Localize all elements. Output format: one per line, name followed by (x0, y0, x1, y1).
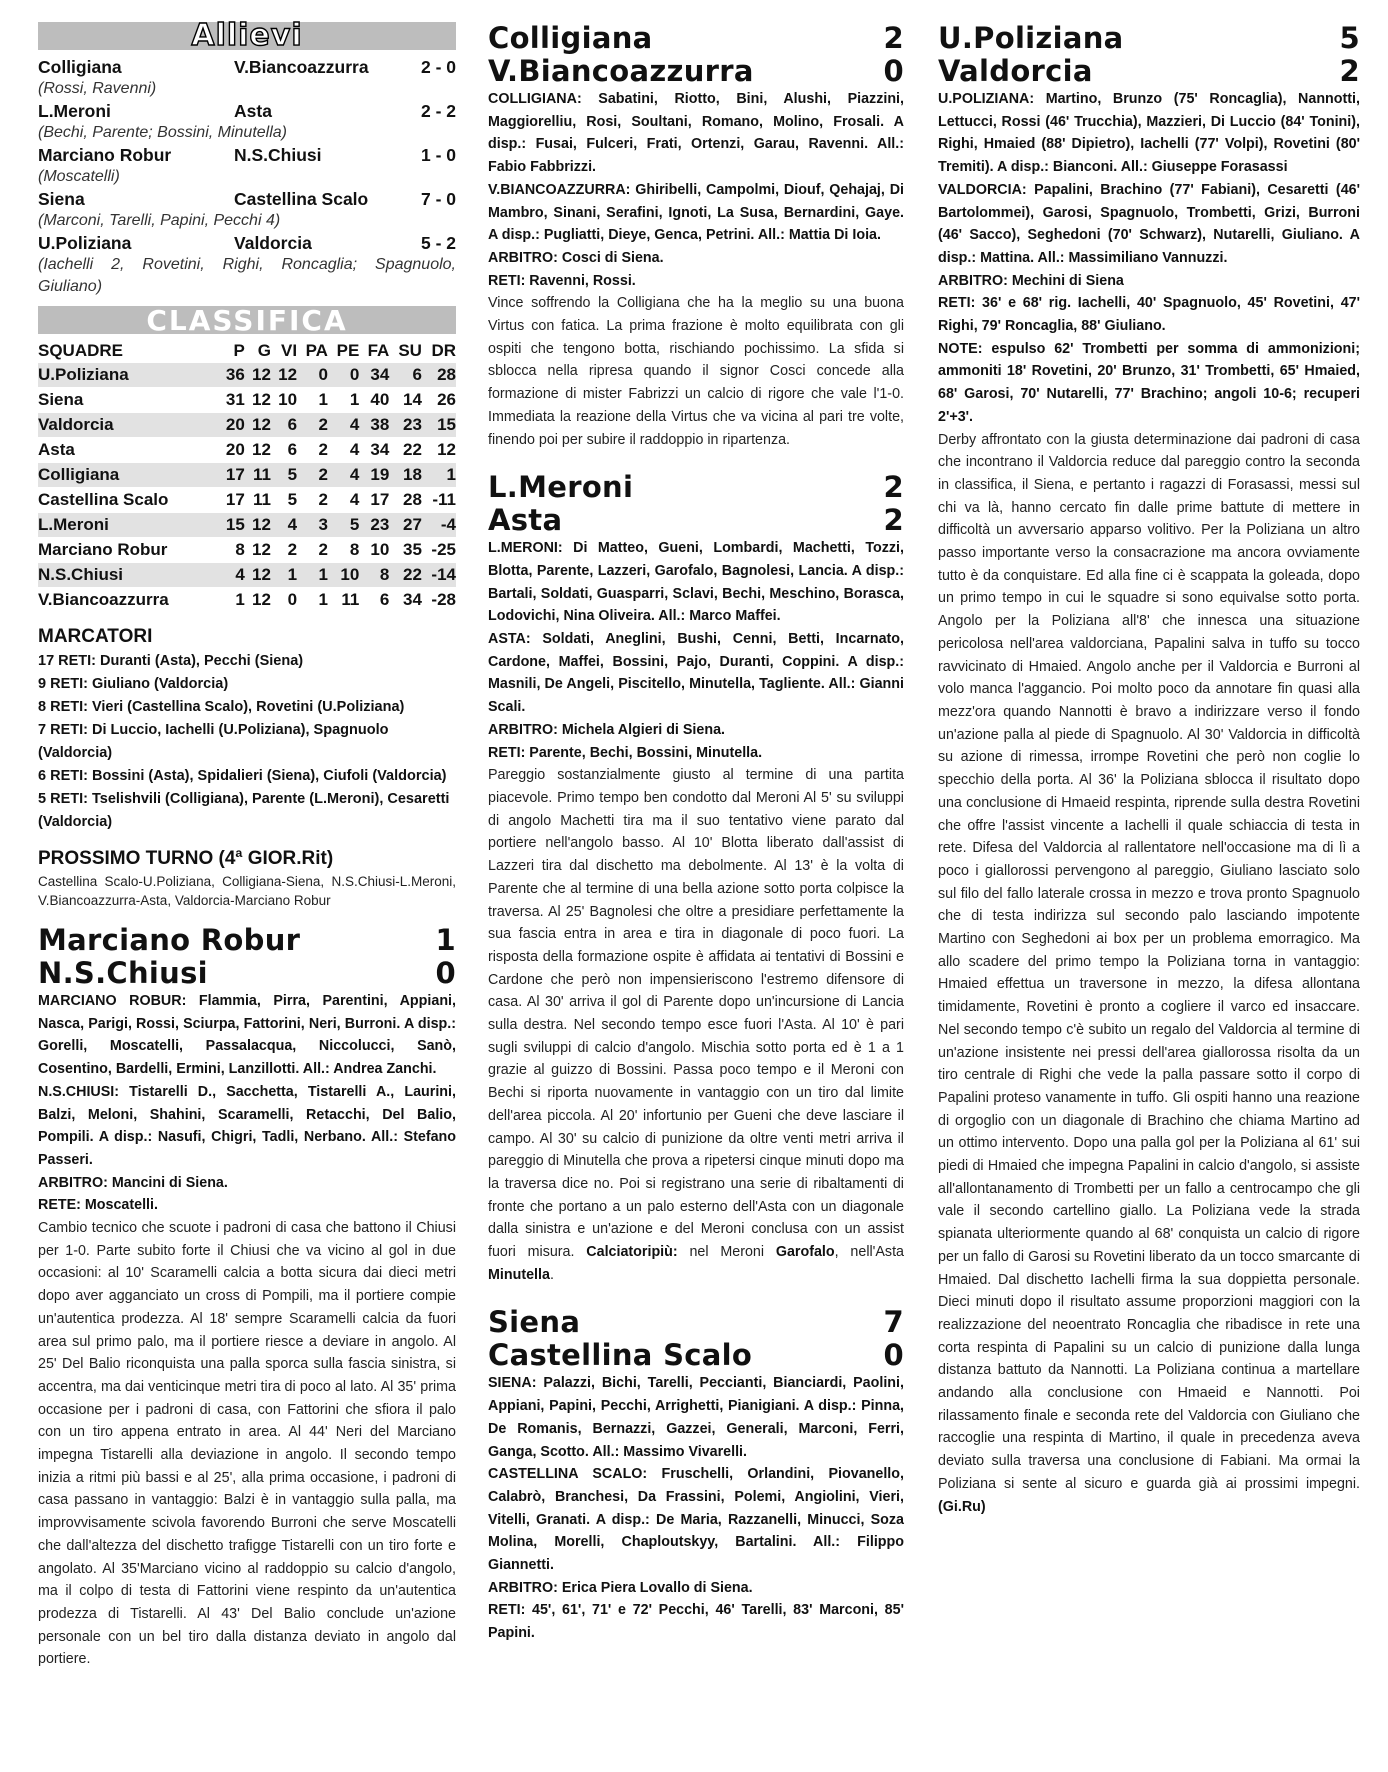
column-middle (488, 22, 904, 1645)
match-header-home (488, 471, 904, 504)
team-name: Asta (488, 503, 563, 538)
standings-cell: 1 (297, 588, 328, 613)
team-name: U.Poliziana (938, 21, 1124, 55)
standings-col-header: PA (305, 341, 328, 360)
team-name: L.Meroni (488, 470, 634, 505)
result-row (38, 232, 456, 254)
result-row (38, 56, 456, 78)
standings-team: Castellina Scalo (38, 488, 219, 513)
standings-row (38, 438, 456, 463)
standings-cell: 5 (271, 463, 297, 488)
match-report (488, 764, 904, 1286)
team-name: Castellina Scalo (488, 1338, 753, 1373)
marcatori-line: 17 RETI: Duranti (Asta), Pecchi (Siena) (38, 653, 304, 669)
standings-col-header: P (233, 341, 245, 360)
team-name: V.Biancoazzurra (488, 54, 754, 88)
marcatori-line: 5 RETI: Tselishvili (Colligiana), Parente (L.Meroni), Cesaretti (Valdorcia) (38, 791, 450, 830)
team-name: Marciano Robur (38, 923, 301, 957)
lineup-away: VALDORCIA: Papalini, Brachino (77' Fabiani), Cesaretti (46' Bartolommei), Garosi, Spagnuolo, Trombetti, Grizi, Burroni (46' Sacco), Seghedoni (70' Schwarz), Nutarelli, Giuliano. A disp.: Mattina. All.: Massimiliano Vannuzzi. (938, 181, 1360, 266)
standings-row (38, 538, 456, 563)
team-score: 2 (883, 21, 904, 55)
standings-team: U.Poliziana (38, 363, 219, 388)
lineup-home: COLLIGIANA: Sabatini, Riotto, Bini, Alushi, Piazzini, Maggiorelliu, Rosi, Soultani, Romano, Molino, Frosali. A disp.: Fusai, Fulceri, Frati, Ortenzi, Garau, Ravenni. All.: Fabio Fabbrizzi. (488, 91, 904, 176)
standings-header (38, 340, 456, 363)
standings-row (38, 463, 456, 488)
standings-cell: -14 (422, 563, 456, 588)
marcatori-list (38, 650, 456, 834)
standings-row (38, 488, 456, 513)
standings-cell: 20 (219, 438, 245, 463)
result-scorers: (Marconi, Tarelli, Papini, Pecchi 4) (38, 212, 281, 229)
standings-cell: 40 (359, 388, 389, 413)
team-name: Colligiana (488, 21, 653, 55)
calc-end: . (549, 1266, 554, 1283)
standings-cell: 6 (271, 438, 297, 463)
standings-team: Siena (38, 388, 219, 413)
goals: RETI: Ravenni, Rossi. (488, 272, 636, 289)
column-right (938, 22, 1360, 1518)
result-home: Siena (38, 189, 85, 209)
lineup-home: MARCIANO ROBUR: Flammia, Pirra, Parentini, Appiani, Nasca, Parigi, Rossi, Sciurpa, Fattorini, Neri, Burroni. A disp.: Gorelli, Moscatelli, Passalacqua, Niccolucci, Sanò, Cosentino, Bardelli, Ermini, Lanzillotti. All.: Andrea Zanchi. (38, 993, 456, 1078)
team-score: 0 (883, 54, 904, 88)
lineup-away: V.BIANCOAZZURRA: Ghiribelli, Campolmi, Diouf, Qehajaj, Di Mambro, Sinani, Serafini, Ignoti, La Susa, Bernardini, Gaye. A disp.: Pugliatti, Dieye, Genca, Petrini. All.: Mattia Di Ioia. (488, 181, 904, 244)
standings-cell: 11 (245, 488, 271, 513)
standings-cell: 14 (389, 388, 422, 413)
result-score: 5 - 2 (420, 233, 456, 253)
standings-cell: 4 (328, 413, 359, 438)
standings-cell: 17 (359, 488, 389, 513)
standings-team: Colligiana (38, 463, 219, 488)
standings-cell: 6 (389, 363, 422, 388)
calciatoripiu-label: Calciatoripiù: (586, 1244, 678, 1261)
result-home: U.Poliziana (38, 233, 132, 253)
standings-team: Asta (38, 438, 219, 463)
standings-cell: 22 (389, 563, 422, 588)
standings-cell: 4 (219, 563, 245, 588)
match-report: Vince soffrendo la Colligiana che ha la meglio su una buona Virtus con fatica. La prima frazione è molto equilibrata con gli ospiti che tengono botta, rischiando pochissimo. La sfida si sblocca nella ripresa quando il signor Cosci concede alla formazione di mister Fabrizzi un calcio di rigore che vale l'1-0. Immediata la reazione della Virtus che va vicina al pari tre volte, finendo poi per subire il raddoppio in ripartenza. (488, 295, 904, 448)
standings-cell: 34 (389, 588, 422, 613)
standings-cell: 35 (389, 538, 422, 563)
classifica-title: CLASSIFICA (146, 304, 348, 337)
match-header-away (488, 504, 904, 537)
standings-cell: 26 (422, 388, 456, 413)
standings-cell: 4 (328, 438, 359, 463)
marcatori-title: MARCATORI (38, 626, 153, 647)
marcatori-line: 7 RETI: Di Luccio, Iachelli (U.Poliziana), Spagnuolo (Valdorcia) (38, 722, 389, 761)
prossimo-turno-text: Castellina Scalo-U.Poliziana, Colligiana-Siena, N.S.Chiusi-L.Meroni, V.Biancoazzurra-Asta, Valdorcia-Marciano Robur (38, 874, 456, 908)
match-notes: NOTE: espulso 62' Trombetti per somma di ammonizioni; ammoniti 18' Rovetini, 20' Brunzo, 31' Trombetti, 65' Hmaied, 68' Garosi, 70' Nutarelli, 77' Brachino; angoli 10-6; recuperi 2'+3'. (938, 340, 1360, 425)
standings-cell: 4 (328, 488, 359, 513)
team-score: 2 (1339, 54, 1360, 88)
standings-cell: 2 (297, 438, 328, 463)
match-header-home (938, 22, 1360, 55)
lineup-home: U.POLIZIANA: Martino, Brunzo (75' Roncaglia), Nannotti, Lettucci, Rossi (46' Trucchia), Mazzieri, Di Luccio (84' Tonini), Righi, Hmaied (88' Dipietro), Iachelli (77' Volpi), Rovetini (80' Tremiti). A disp.: Bianconi. All.: Giuseppe Forasassi (938, 91, 1360, 176)
standings-col-header: SU (398, 341, 422, 360)
standings-row (38, 588, 456, 613)
result-row (38, 188, 456, 210)
allievi-banner (38, 18, 456, 53)
standings-cell: 15 (219, 513, 245, 538)
standings-cell: 0 (271, 588, 297, 613)
standings-cell: 34 (359, 363, 389, 388)
match-header-away (488, 55, 904, 88)
standings-team: L.Meroni (38, 513, 219, 538)
standings-cell: 0 (297, 363, 328, 388)
result-away: Asta (234, 101, 272, 121)
standings-cell: 12 (245, 538, 271, 563)
classifica-banner (38, 304, 456, 337)
result-scorers: (Bechi, Parente; Bossini, Minutella) (38, 124, 287, 141)
calc-text: nel Meroni (677, 1244, 776, 1261)
standings-cell: -28 (422, 588, 456, 613)
standings-cell: 1 (219, 588, 245, 613)
standings-cell: 8 (219, 538, 245, 563)
match-header-away (938, 55, 1360, 88)
standings-col-header: SQUADRE (38, 341, 124, 360)
match-header-home (488, 1306, 904, 1339)
referee: ARBITRO: Mechini di Siena (938, 272, 1124, 289)
standings-cell: 20 (219, 413, 245, 438)
standings-cell: -25 (422, 538, 456, 563)
standings-cell: 2 (297, 488, 328, 513)
result-row (38, 100, 456, 122)
standings-cell: 22 (389, 438, 422, 463)
standings-cell: 2 (271, 538, 297, 563)
standings-col-header: PE (336, 341, 360, 360)
standings-cell: 1 (297, 388, 328, 413)
team-name: Valdorcia (938, 54, 1093, 88)
standings-cell: 10 (328, 563, 359, 588)
standings-cell: 1 (271, 563, 297, 588)
standings-cell: 2 (297, 463, 328, 488)
standings-cell: 6 (359, 588, 389, 613)
goals: RETI: 45', 61', 71' e 72' Pecchi, 46' Tarelli, 83' Marconi, 85' Papini. (488, 1602, 904, 1642)
standings-cell: 12 (245, 563, 271, 588)
referee: ARBITRO: Mancini di Siena. (38, 1174, 228, 1191)
standings-cell: 12 (245, 588, 271, 613)
standings-cell: 3 (297, 513, 328, 538)
standings-cell: 28 (389, 488, 422, 513)
standings-cell: -4 (422, 513, 456, 538)
standings-team: V.Biancoazzurra (38, 588, 219, 613)
standings-cell: 5 (271, 488, 297, 513)
standings-cell: 1 (297, 563, 328, 588)
standings-team: N.S.Chiusi (38, 563, 219, 588)
result-away: Castellina Scalo (234, 189, 369, 209)
standings-cell: 19 (359, 463, 389, 488)
result-scorers: (Moscatelli) (38, 168, 120, 185)
standings-cell: 28 (422, 363, 456, 388)
standings-col-header: G (257, 341, 271, 360)
standings-cell: 12 (245, 438, 271, 463)
standings-cell: 4 (271, 513, 297, 538)
standings-cell: 4 (328, 463, 359, 488)
marcatori-line: 6 RETI: Bossini (Asta), Spidalieri (Siena), Ciufoli (Valdorcia) (38, 768, 447, 784)
standings-cell: 15 (422, 413, 456, 438)
team-score: 0 (435, 956, 456, 990)
lineup-home: L.MERONI: Di Matteo, Gueni, Lombardi, Machetti, Tozzi, Blotta, Parente, Lazzeri, Garofalo, Bagnolesi, Lancia. A disp.: Bartali, Soldati, Guasparri, Sclavi, Bechi, Meschino, Borasca, Lodovichi, Nina Oliveira. All.: Marco Maffei. (488, 540, 904, 625)
standings-cell: 0 (328, 363, 359, 388)
standings-cell: 17 (219, 488, 245, 513)
standings-col-header: FA (367, 341, 390, 360)
lineup-away: CASTELLINA SCALO: Fruschelli, Orlandini, Piovanello, Calabrò, Branchesi, Da Frassini, Polemi, Angiolini, Vieri, Vitelli, Granati. A disp.: De Maria, Razzanelli, Minucci, Soza Molina, Morelli, Chaploutskyy, Bartalini. All.: Filippo Giannetti. (488, 1466, 904, 1574)
team-score: 7 (883, 1305, 904, 1340)
standings-cell: 10 (271, 388, 297, 413)
standings-cell: 12 (245, 413, 271, 438)
standings-cell: 1 (328, 388, 359, 413)
standings-cell: -11 (422, 488, 456, 513)
team-score: 2 (883, 470, 904, 505)
standings-row (38, 513, 456, 538)
standings-cell: 23 (359, 513, 389, 538)
standings-cell: 27 (389, 513, 422, 538)
lineup-away: ASTA: Soldati, Aneglini, Bushi, Cenni, Betti, Incarnato, Cardone, Maffei, Bossini, Pajo, Duranti, Coppini. A disp.: Masnili, De Angeli, Piscitello, Minutella, Tagliente. All.: Gianni Scali. (488, 631, 904, 716)
match-report (938, 429, 1360, 1519)
standings-cell: 18 (389, 463, 422, 488)
standings-cell: 36 (219, 363, 245, 388)
standings-cell: 12 (271, 363, 297, 388)
results-list (38, 56, 456, 298)
result-home: Colligiana (38, 57, 122, 77)
standings-cell: 38 (359, 413, 389, 438)
report-text: Pareggio sostanzialmente giusto al termine di una partita piacevole. Primo tempo ben condotto dal Meroni Al 5' su sviluppi di angolo Machetti tira ma il suo tentativo viene parato dal portiere nell'angolo basso. Al 10' Blotta liberato dall'assist di Lazzeri tira dal dischetto ma debolmente. Al 13' è la volta di Parente che al termine di una bella azione sotto porta colpisce la traversa. Al 25' Bagnolesi che oltre a presidiare perfettamente la sua fascia entra in area e tira in diagonale di poco fuori. La risposta della formazione ospite è affidata ai tentativi di Bossini e Cardone che però non impensieriscono l'estremo difensore di casa. Al 30' arriva il gol di Parente dopo un'incursione di Lancia sulla destra. Nel secondo tempo esce fuori l'Asta. Al 10' è pari sugli sviluppi di calcio d'angolo. Mischia sotto porta ed è 1 a 1 grazie al guizzo di Bossini. Passa poco tempo e il Meroni con Bechi si riporta nuovamente in vantaggio con un tiro dal limite dell'area piccola. Al 20' infortunio per Gueni che deve lasciare il campo. Al 30' su calcio di punizione da oltre venti metri arriva il pareggio di Minutella che prova a ripetersi cinque minuti dopo ma la traversa dice no. Poi si registrano una serie di ribaltamenti di fronte che portano a un palo esterno dell'Asta con un diagonale dalla sinistra e un'azione e del Meroni conclusa con un assist fuori misura. (488, 767, 904, 1261)
standings-cell: 12 (245, 388, 271, 413)
standings-col-header: DR (431, 341, 456, 360)
match-header-home (488, 22, 904, 55)
standings-cell: 34 (359, 438, 389, 463)
standings-table (38, 340, 456, 612)
result-row (38, 144, 456, 166)
standings-cell: 2 (297, 413, 328, 438)
result-away: N.S.Chiusi (234, 145, 322, 165)
standings-cell: 10 (359, 538, 389, 563)
result-away: Valdorcia (234, 233, 312, 253)
marcatori-line: 9 RETI: Giuliano (Valdorcia) (38, 676, 229, 692)
result-scorers: (Iachelli 2, Rovetini, Righi, Roncaglia; Spagnuolo, Giuliano) (38, 256, 456, 295)
match-report: Cambio tecnico che scuote i padroni di casa che battono il Chiusi per 1-0. Parte subito forte il Chiusi che va vicino al gol in due occasioni: al 10' Scaramelli calcia a botta sicura dai dieci metri dopo aver agganciato un cross di Pompili, ma il portiere compie un'autentica prodezza. Al 18' sempre Scaramelli calcia da fuori area sul primo palo, ma il portiere riesce a deviare in angolo. Al 25' Del Balio riconquista una palla sporca sulla fascia sinistra, si accentra, ma dai venticinque metri tira di poco al lato. Al 35' prima occasione per i padroni di casa, con Fattorini che sfiora il palo con un tiro appena entrato in area. Al 44' Neri del Marciano impegna Tistarelli alla deviazione in angolo. Il secondo tempo inizia a ritmi più bassi e al 25', alla prima occasione, i padroni di casa passano in vantaggio: Balzi è in vantaggio sulla palla, ma improvvisamente scivola favorendo Burroni che serve Moscatelli che dall'altezza del dischetto trafigge Tistarelli con un tiro forte e angolato. Al 35'Marciano vicino al raddoppio su calcio d'angolo, ma il colpo di testa di Fattorini viene respinto da un'autentica prodezza di Tistarelli. Al 43' Del Balio conclude un'azione personale con un bel tiro dalla distanza deviato in angolo dal portiere. (38, 1220, 456, 1668)
result-away: V.Biancoazzurra (234, 57, 369, 77)
author-signature: (Gi.Ru) (938, 1498, 986, 1515)
team-name: Siena (488, 1305, 581, 1340)
calc-player: Minutella (488, 1266, 550, 1283)
prossimo-turno-title: PROSSIMO TURNO (4ª GIOR.Rit) (38, 848, 334, 869)
team-name: N.S.Chiusi (38, 956, 208, 990)
goals: RETE: Moscatelli. (38, 1197, 158, 1214)
standings-cell: 11 (245, 463, 271, 488)
column-left (38, 18, 456, 1671)
standings-cell: 11 (328, 588, 359, 613)
match-header-home (38, 924, 456, 957)
calc-player: Garofalo (775, 1244, 835, 1261)
allievi-title: Allievi (191, 18, 303, 53)
lineup-away: N.S.CHIUSI: Tistarelli D., Sacchetta, Tistarelli A., Laurini, Balzi, Meloni, Shahini, Scaramelli, Retacchi, Del Balio, Pompili. A disp.: Nasufi, Chigri, Tadli, Nerbano. All.: Stefano Passeri. (38, 1083, 456, 1168)
standings-cell: 6 (271, 413, 297, 438)
standings-cell: 12 (422, 438, 456, 463)
standings-cell: 8 (359, 563, 389, 588)
standings-cell: 8 (328, 538, 359, 563)
lineup-home: SIENA: Palazzi, Bichi, Tarelli, Peccianti, Bianciardi, Paolini, Appiani, Papini, Pecchi, Arrighetti, Pianigiani. A disp.: Pinna, De Romanis, Bernazzi, Gazzei, Generali, Marconi, Ferri, Ganga, Scotto. All.: Massimo Vivarelli. (488, 1375, 904, 1460)
standings-cell: 5 (328, 513, 359, 538)
result-home: L.Meroni (38, 101, 111, 121)
standings-team: Marciano Robur (38, 538, 219, 563)
result-score: 7 - 0 (420, 189, 456, 209)
standings-row (38, 388, 456, 413)
match-header-away (488, 1339, 904, 1372)
result-score: 2 - 2 (420, 101, 456, 121)
goals: RETI: 36' e 68' rig. Iachelli, 40' Spagnuolo, 45' Rovetini, 47' Righi, 79' Roncaglia, 88' Giuliano. (938, 295, 1360, 335)
standings-col-header: VI (281, 341, 298, 360)
report-text: Derby affrontato con la giusta determinazione dai padroni di casa che incontrano il Valdorcia reduce dal pareggio contro la seconda in classifica, il Siena, e pertanto i ragazzi di Forasassi, messi sul chi va là, hanno cercato fin dalle prime battute di mettere in difficoltà un avversario apparso volitivo. Per la Poliziana un altro passo importante verso la consacrazione ma ancora ovviamente tutto è da conquistare. Ed alla fine ci è scappata la goleada, dopo un primo tempo in cui le squadre si sono equivalse sotto porta. Angolo per la Poliziana all'8' che innesca una situazione pericolosa nell'area valdorciana, Papalini salva in tuffo su tocco ravvicinato di Hmaied. Angolo anche per il Valdorcia e Burroni al volo manca l'aggancio. Poi molto poco da annotare fin quasi alla mezz'ora quando Nannotti è bravo a indirizzare verso il fondo un'azione palla al piede di Spagnuolo. Al 30' Valdorcia in difficoltà su azione di rimessa, irrompe Rovetini che però non coglie lo specchio della porta. Al 36' la Poliziana sblocca il risultato dopo una conclusione di Hmaeid respinta, riprende sulla destra Rovetini che offre l'assist vincente a Iachelli il quale schiaccia di testa in rete. Difesa del Valdorcia al rallentatore nell'occasione ma di lì a poco i giallorossi pervengono al pareggio, Giuliano lasciato solo sul filo del fallo laterale crossa in mezzo e trova pronto Spagnuolo che di testa indirizza sul secondo palo lasciando impotente Martino con Seghedoni ai box per un problema emorragico. Ma allo scadere del primo tempo la Poliziana torna in vantaggio: Hmaied effettua un traversone in mezzo, la difesa allontana timidamente, Rovetini è pronto a cogliere il varco ed insaccare. Nel secondo tempo c'è subito un regalo del Valdorcia al termine di un'azione insistente nei pressi dell'area giallorossa risolta da un tiro centrale di Righi che vede la palla passare sotto il corpo di Papalini proteso vanamente in tuffo. Gli ospiti hanno una reazione di orgoglio con un diagonale di Brachino che chiama Martino ad un ottimo intervento. Dopo una palla gol per la Poliziana al 61' sui piedi di Hmaied che impegna Papalini in calcio d'angolo, si assiste all'allontanamento di Trombetti per un fallo a centrocampo che gli vale il secondo cartellino giallo. La Poliziana vede la strada spianata ulteriormente quando al 68' conquista un calcio di rigore per un fallo di Garosi su Rovetini liberato da un tocco smarcante di Hmaied. Dal dischetto Iachelli firma la sua doppietta personale. Dieci minuti dopo il risultato assume proporzioni maggiori con la realizzazione del neoentrato Roncaglia che ribadisce in rete una corta respinta di Papalini su un calcio di punizione dalla lunga distanza battuto da Nannotti. La Poliziana continua a martellare andando alla conclusione con Hmaeid e Nannotti. Poi rilassamento finale e seconda rete del Valdorcia con Giuliano che raccoglie una respinta di Martino, il quale in precedenza aveva deviato sulla traversa una conclusione di Fabiani. Ma ormai la Poliziana si sente al sicuro e guarda già ai prossimi impegni. (938, 431, 1360, 1492)
result-scorers: (Rossi, Ravenni) (38, 80, 157, 97)
standings-cell: 12 (245, 513, 271, 538)
calc-text: , nell'Asta (834, 1244, 905, 1261)
standings-row (38, 413, 456, 438)
referee: ARBITRO: Michela Algieri di Siena. (488, 721, 725, 738)
team-score: 1 (435, 923, 456, 957)
standings-cell: 2 (297, 538, 328, 563)
standings-cell: 17 (219, 463, 245, 488)
standings-cell: 31 (219, 388, 245, 413)
standings-row (38, 363, 456, 388)
standings-cell: 12 (245, 363, 271, 388)
referee: ARBITRO: Cosci di Siena. (488, 249, 664, 266)
goals: RETI: Parente, Bechi, Bossini, Minutella. (488, 744, 763, 761)
team-score: 5 (1339, 21, 1360, 55)
standings-row (38, 563, 456, 588)
match-header-away (38, 957, 456, 990)
standings-cell: 23 (389, 413, 422, 438)
team-score: 2 (883, 503, 904, 538)
referee: ARBITRO: Erica Piera Lovallo di Siena. (488, 1579, 753, 1596)
result-score: 2 - 0 (420, 57, 456, 77)
standings-cell: 1 (422, 463, 456, 488)
standings-team: Valdorcia (38, 413, 219, 438)
result-score: 1 - 0 (420, 145, 456, 165)
marcatori-line: 8 RETI: Vieri (Castellina Scalo), Rovetini (U.Poliziana) (38, 699, 405, 715)
result-home: Marciano Robur (38, 145, 172, 165)
team-score: 0 (883, 1338, 904, 1373)
